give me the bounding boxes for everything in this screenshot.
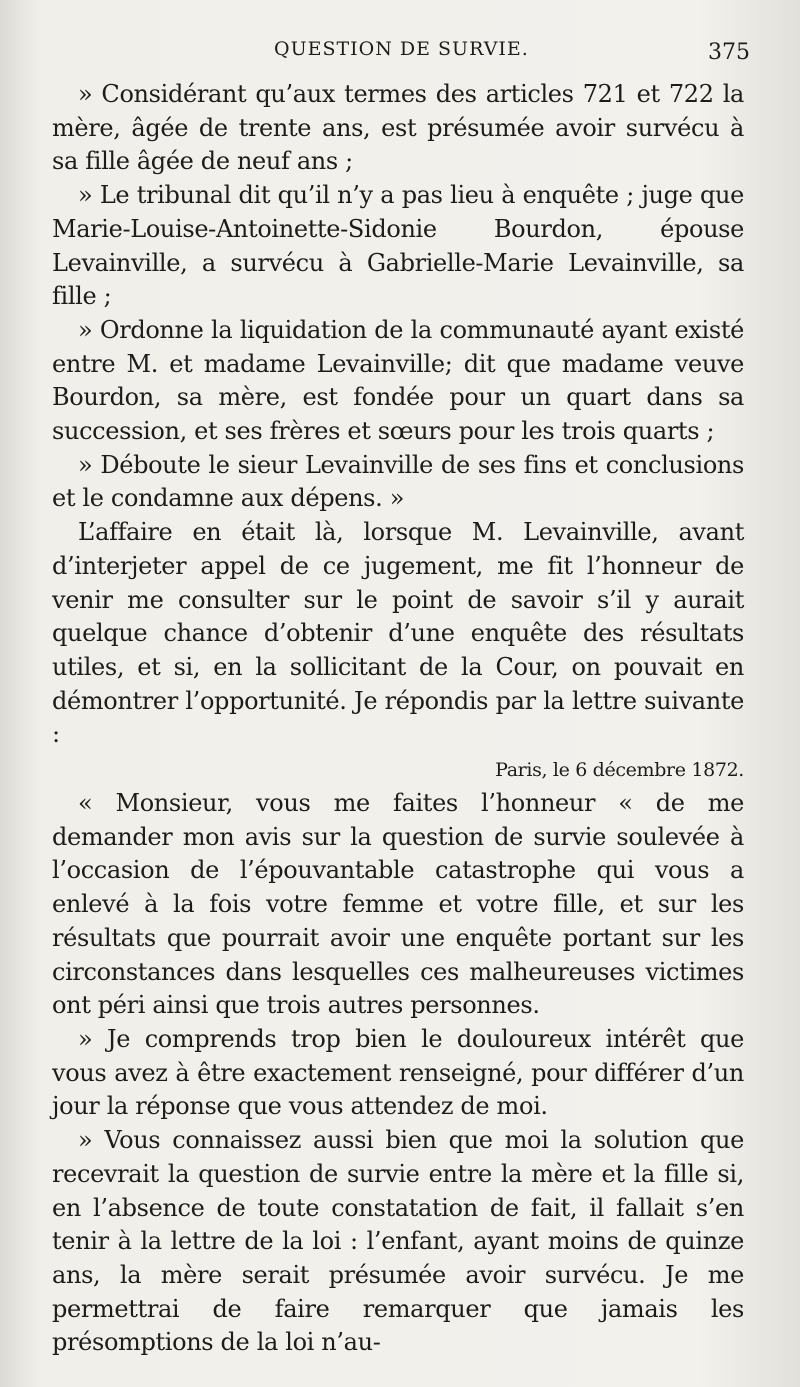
letter-paragraph: « Monsieur, vous me faites l’honneur « de me demander mon avis sur la question de survie soulevée à l’occasion de l’épouvantable catastrophe qui vous a enlevé à la fois votre femme et votre fille, et sur les résultats que pourrait avoir une enquête portant sur les circonstances dans lesquelles ces malheureuses victimes ont péri ainsi que trois autres personnes. [52, 789, 744, 1020]
page-number: 375 [708, 40, 750, 65]
paragraph: » Déboute le sieur Levainville de ses fins et conclusions et le condamne aux dépens. » [52, 450, 744, 513]
letter-date: Paris, le 6 décembre 1872. [495, 759, 744, 782]
paragraph: » Considérant qu’aux termes des articles 721 et 722 la mère, âgée de trente ans, est présumée avoir survécu à sa fille âgée de neuf ans ; [52, 80, 744, 176]
letter-paragraph: » Je comprends trop bien le douloureux intérêt que vous avez à être exactement renseigné, pour différer d’un jour la réponse que vous attendez de moi. [52, 1024, 744, 1121]
paragraph: L’affaire en était là, lorsque M. Levainville, avant d’interjeter appel de ce jugement, me fit l’honneur de venir me consulter sur le point de savoir s’il y aurait quelque chance d’obtenir d’une enquête des résultats utiles, et si, en la sollicitant de la Cour, on pouvait en démontrer l’opportunité. Je répondis par la lettre suivante : [52, 518, 744, 749]
paragraph: » Ordonne la liquidation de la communauté ayant existé entre M. et madame Levainville; dit que madame veuve Bourdon, sa mère, est fondée pour un quart dans sa succession, et ses frères et sœurs pour les trois quarts ; [52, 315, 744, 446]
letter-paragraph: » Vous connaissez aussi bien que moi la solution que recevrait la question de survie entre la mère et la fille si, en l’absence de toute constatation de fait, il fallait s’en tenir à la lettre de la loi : l’enfant, ayant moins de quinze ans, la mère serait présumée avoir survécu. Je me permettrai de faire remarquer que jamais les présomptions de la loi n’au- [52, 1126, 744, 1357]
paragraph: » Le tribunal dit qu’il n’y a pas lieu à enquête ; juge que Marie-Louise-Antoinette-Sidonie Bourdon, épouse Levainville, a survécu à Gabrielle-Marie Levainville, sa fille ; [52, 181, 744, 311]
running-head: QUESTION DE SURVIE. [274, 38, 529, 60]
page-header [52, 38, 750, 70]
page-body [52, 78, 744, 1360]
